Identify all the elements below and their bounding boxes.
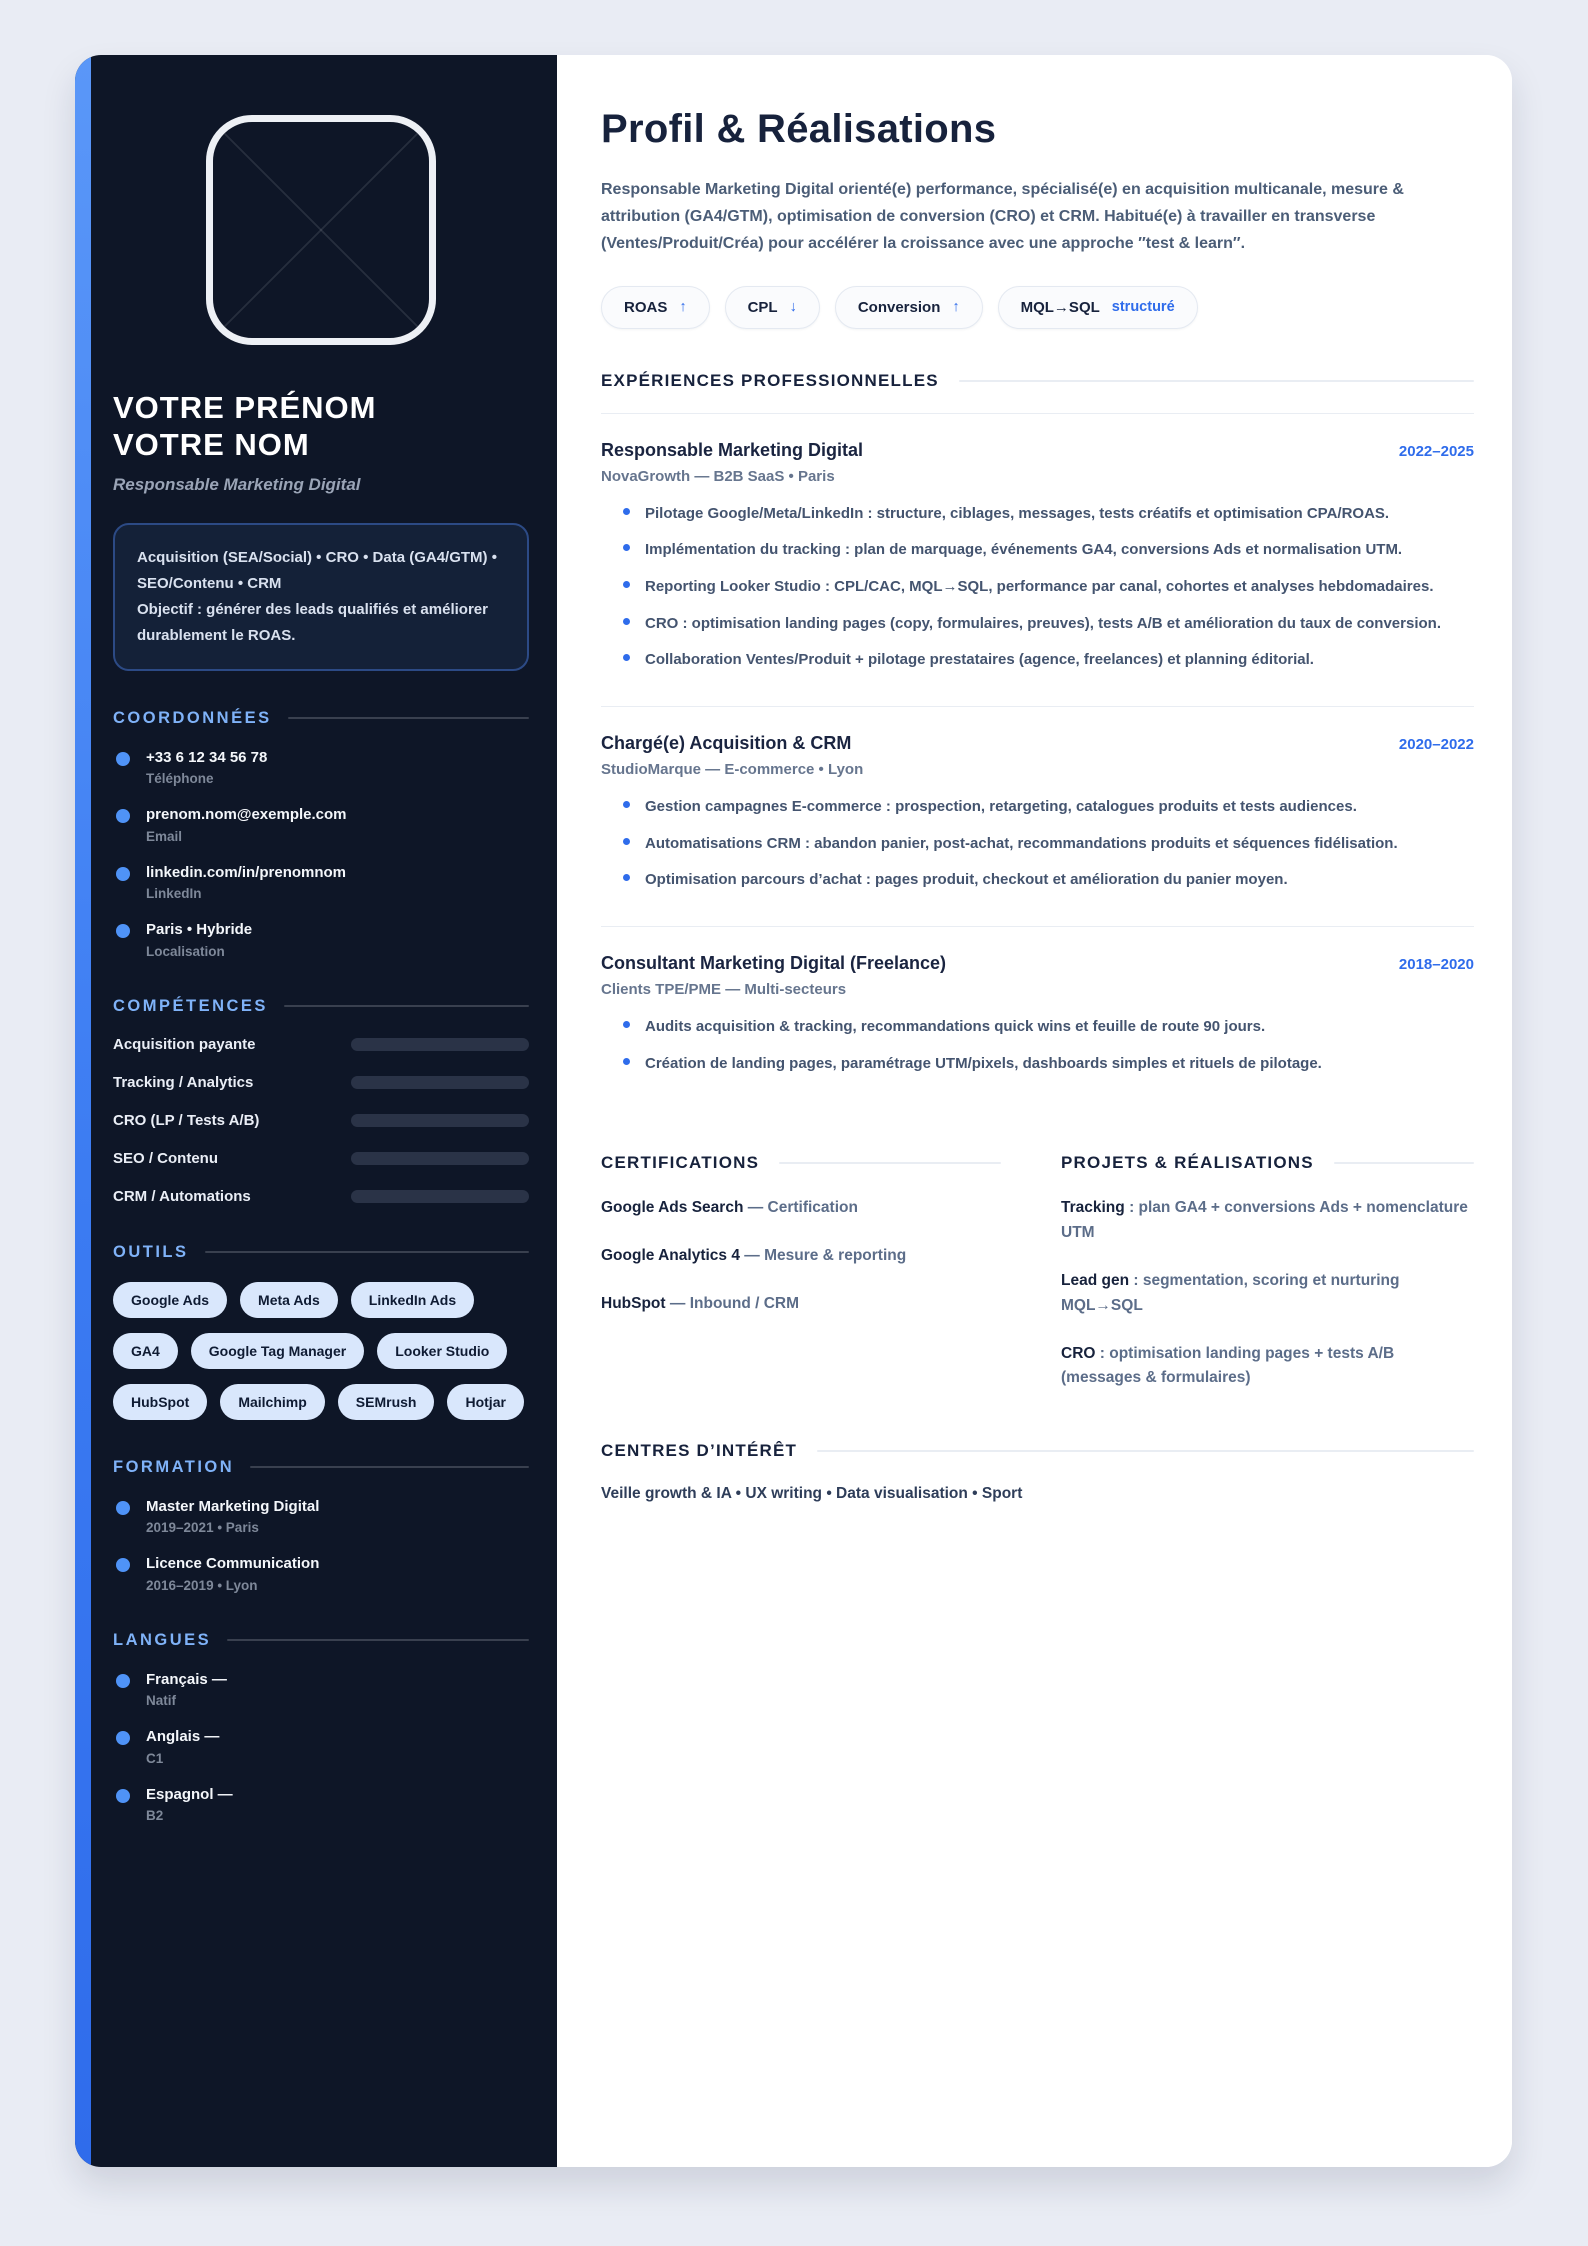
certification-name: Google Ads Search	[601, 1199, 744, 1217]
arrow-up-icon: ↑	[679, 299, 687, 316]
certification-entry	[601, 1196, 1001, 1221]
projects-column	[1061, 1153, 1474, 1391]
language-name: Français —	[146, 1670, 227, 1688]
project-entry	[1061, 1342, 1474, 1392]
experience-bullet	[623, 611, 1474, 638]
projects-section-heading	[1061, 1153, 1474, 1173]
skill-bar	[351, 1076, 529, 1089]
education-heading-label: FORMATION	[113, 1457, 235, 1476]
experience-list	[601, 413, 1474, 1110]
contact-item-email	[113, 805, 529, 844]
heading-divider	[205, 1251, 530, 1253]
contact-linkedin-label: LinkedIn	[146, 886, 202, 902]
arrow-up-icon: ↑	[952, 299, 960, 316]
interests-section-heading	[601, 1441, 1474, 1461]
experience-company: StudioMarque — E-commerce • Lyon	[601, 761, 864, 778]
experience-title: Chargé(e) Acquisition & CRM	[601, 733, 852, 753]
certification-desc: — Inbound / CRM	[669, 1295, 800, 1313]
kpi-badge-label: MQL→SQL	[1020, 298, 1100, 316]
kpi-badge-roas	[601, 286, 710, 329]
experience-bullet	[623, 647, 1474, 674]
kpi-badge-label: ROAS	[624, 298, 668, 316]
contact-heading-label: COORDONNÉES	[113, 708, 272, 727]
bullet-dot-icon	[116, 1731, 130, 1745]
experience-bullet	[623, 537, 1474, 564]
certifications-heading-label: CERTIFICATIONS	[601, 1153, 760, 1173]
summary-objective: Objectif : générer des leads qualifiés et améliorer durablement le ROAS.	[137, 600, 488, 644]
tool-chip: Google Ads	[113, 1282, 227, 1318]
projects-heading-label: PROJETS & RÉALISATIONS	[1061, 1153, 1314, 1173]
certification-desc: — Mesure & reporting	[744, 1247, 907, 1265]
experience-header	[601, 733, 1474, 754]
bullet-dot-icon	[623, 1058, 630, 1065]
contact-section-heading	[113, 709, 529, 728]
bottom-two-columns	[601, 1153, 1474, 1391]
experience-title: Consultant Marketing Digital (Freelance)	[601, 953, 947, 974]
languages-section-heading	[113, 1631, 529, 1650]
main-content	[557, 55, 1512, 2167]
experience-company: NovaGrowth — B2B SaaS • Paris	[601, 467, 835, 485]
tools-heading-label: OUTILS	[113, 1242, 189, 1261]
skill-row	[113, 1074, 529, 1091]
bullet-text: Collaboration Ventes/Produit + pilotage prestataires (agence, freelances) et planning éditorial.	[645, 651, 1314, 669]
bullet-text: Implémentation du tracking : plan de marquage, événements GA4, conversions Ads et normalisation UTM.	[645, 541, 1403, 559]
skill-row	[113, 1188, 529, 1205]
experience-bullet-list	[623, 501, 1474, 674]
bullet-text: Pilotage Google/Meta/LinkedIn : structure, ciblages, messages, tests créatifs et optimisation CPA/ROAS.	[645, 504, 1390, 522]
experience-period: 2022–2025	[1398, 442, 1474, 460]
interests-text: Veille growth & IA • UX writing • Data visualisation • Sport	[601, 1485, 1023, 1503]
skill-row	[113, 1112, 529, 1129]
kpi-badge-mql-sql	[998, 286, 1198, 329]
education-degree: Licence Communication	[146, 1555, 320, 1573]
skill-row	[113, 1036, 529, 1053]
experience-bullet	[623, 1014, 1474, 1041]
language-level: B2	[146, 1808, 164, 1824]
experiences-heading-label: EXPÉRIENCES PROFESSIONNELLES	[601, 370, 939, 390]
certifications-column	[601, 1153, 1001, 1391]
tool-chip: Meta Ads	[240, 1282, 338, 1318]
experience-bullet	[623, 831, 1474, 858]
tool-chip: SEMrush	[338, 1384, 435, 1420]
bullet-dot-icon	[623, 874, 630, 881]
contact-email-value[interactable]: prenom.nom@exemple.com	[146, 806, 347, 824]
kpi-badge-row	[601, 286, 1474, 329]
contact-phone-label: Téléphone	[146, 771, 214, 787]
bullet-text: Gestion campagnes E-commerce : prospection, retargeting, catalogues produits et tests audiences.	[645, 798, 1357, 815]
skill-bar	[351, 1190, 529, 1203]
language-item	[113, 1727, 529, 1766]
arrow-down-icon: ↓	[789, 299, 797, 316]
project-name: Tracking	[1061, 1199, 1125, 1217]
experience-item	[601, 413, 1474, 706]
project-name: Lead gen	[1061, 1272, 1130, 1290]
skill-label: Tracking / Analytics	[113, 1073, 254, 1091]
contact-location-label: Localisation	[146, 943, 225, 959]
experience-bullet	[623, 1051, 1474, 1078]
certification-desc: — Certification	[747, 1199, 858, 1217]
sidebar	[75, 55, 557, 2167]
bullet-dot-icon	[623, 508, 630, 515]
language-level: Natif	[146, 1693, 176, 1709]
contact-location-value: Paris • Hybride	[146, 921, 253, 939]
project-desc: : optimisation landing pages + tests A/B (messages & formulaires)	[1061, 1344, 1395, 1387]
language-item	[113, 1670, 529, 1709]
bullet-dot-icon	[116, 809, 130, 823]
tool-chip: Hotjar	[447, 1384, 523, 1420]
experience-title: Responsable Marketing Digital	[601, 439, 864, 460]
bullet-dot-icon	[623, 581, 630, 588]
profile-intro: Responsable Marketing Digital orienté(e) performance, spécialisé(e) en acquisition multicanale, mesure & attribution (GA4/GTM), optimisation de conversion (CRO) et CRM. Habitué(e) à travailler en transverse (Ventes/Produit/Créa) pour accélérer la croissance avec une approche ″test & learn″.	[601, 181, 1404, 253]
languages-heading-label: LANGUES	[113, 1630, 212, 1649]
photo-placeholder	[206, 115, 436, 345]
experience-bullet	[623, 867, 1474, 894]
tool-chip: Google Tag Manager	[191, 1333, 364, 1369]
bullet-dot-icon	[623, 1021, 630, 1028]
certification-entry	[601, 1244, 1001, 1269]
kpi-badge-cpl	[725, 286, 820, 329]
bullet-dot-icon	[116, 1558, 130, 1572]
skill-label: CRM / Automations	[113, 1187, 251, 1205]
project-name: CRO	[1061, 1344, 1096, 1362]
experience-bullet	[623, 794, 1474, 821]
kpi-badge-sub: structuré	[1111, 299, 1175, 316]
skill-label: SEO / Contenu	[113, 1149, 218, 1167]
summary-box	[113, 523, 529, 670]
tool-chip: GA4	[113, 1333, 178, 1369]
kpi-badge-label: Conversion	[857, 298, 941, 316]
tools-section-heading	[113, 1243, 529, 1262]
heading-divider	[288, 717, 529, 719]
sidebar-content	[91, 55, 557, 2167]
language-name: Espagnol —	[146, 1785, 233, 1803]
experience-bullet-list	[623, 1014, 1474, 1077]
bullet-dot-icon	[623, 838, 630, 845]
language-name: Anglais —	[146, 1728, 220, 1746]
heading-divider	[284, 1005, 529, 1007]
bullet-dot-icon	[116, 1501, 130, 1515]
language-level: C1	[146, 1750, 164, 1766]
bullet-dot-icon	[623, 654, 630, 661]
education-detail: 2019–2021 • Paris	[146, 1520, 259, 1536]
bullet-dot-icon	[116, 867, 130, 881]
kpi-badge-conversion	[835, 286, 983, 329]
education-item	[113, 1497, 529, 1536]
project-entry	[1061, 1269, 1474, 1319]
heading-divider	[959, 380, 1474, 382]
bullet-text: Optimisation parcours d’achat : pages produit, checkout et amélioration du panier moyen.	[645, 871, 1288, 889]
contact-item-linkedin	[113, 863, 529, 902]
skills-section-heading	[113, 997, 529, 1016]
certification-name: Google Analytics 4	[601, 1247, 740, 1265]
education-detail: 2016–2019 • Lyon	[146, 1577, 258, 1593]
experience-bullet-list	[623, 794, 1474, 894]
education-section-heading	[113, 1458, 529, 1477]
heading-divider	[1334, 1162, 1474, 1164]
bullet-dot-icon	[116, 752, 130, 766]
experience-period: 2020–2022	[1398, 736, 1474, 753]
project-desc: : segmentation, scoring et nurturing MQL→SQL	[1061, 1272, 1400, 1314]
experience-item	[601, 926, 1474, 1109]
bullet-dot-icon	[623, 801, 630, 808]
certifications-section-heading	[601, 1153, 1001, 1173]
experience-period: 2018–2020	[1398, 956, 1474, 974]
experience-header	[601, 440, 1474, 461]
candidate-first-name: VOTRE PRÉNOM	[113, 390, 377, 425]
tools-chip-list	[113, 1282, 529, 1420]
tool-chip: HubSpot	[113, 1384, 207, 1420]
project-entry	[1061, 1196, 1474, 1246]
contact-item-location	[113, 920, 529, 959]
bullet-dot-icon	[623, 544, 630, 551]
heading-divider	[250, 1466, 529, 1468]
bullet-dot-icon	[116, 1789, 130, 1803]
summary-keywords: Acquisition (SEA/Social) • CRO • Data (GA4/GTM) • SEO/Contenu • CRM	[137, 549, 497, 593]
tool-chip: LinkedIn Ads	[351, 1282, 474, 1318]
experience-bullet	[623, 501, 1474, 528]
candidate-name	[113, 389, 529, 463]
heading-divider	[227, 1639, 529, 1641]
tool-chip: Mailchimp	[220, 1384, 324, 1420]
certification-name: HubSpot	[601, 1295, 666, 1313]
interests-heading-label: CENTRES D’INTÉRÊT	[601, 1441, 798, 1461]
bullet-text: Audits acquisition & tracking, recommandations quick wins et feuille de route 90 jours.	[645, 1018, 1266, 1036]
skill-bar	[351, 1038, 529, 1051]
skills-heading-label: COMPÉTENCES	[113, 996, 268, 1015]
project-desc: : plan GA4 + conversions Ads + nomenclature UTM	[1061, 1199, 1468, 1242]
bullet-dot-icon	[116, 924, 130, 938]
bullet-text: Création de landing pages, paramétrage UTM/pixels, dashboards simples et rituels de pilotage.	[645, 1054, 1322, 1072]
experience-company: Clients TPE/PME — Multi-secteurs	[601, 981, 847, 999]
language-item	[113, 1785, 529, 1824]
contact-item-phone	[113, 748, 529, 787]
contact-email-label: Email	[146, 828, 183, 844]
contact-phone-value: +33 6 12 34 56 78	[146, 748, 268, 766]
skill-label: CRO (LP / Tests A/B)	[113, 1111, 260, 1129]
heading-divider	[817, 1450, 1474, 1452]
bullet-dot-icon	[116, 1674, 130, 1688]
bullet-text: Automatisations CRM : abandon panier, post-achat, recommandations produits et séquences fidélisation.	[645, 834, 1398, 852]
experience-bullet	[623, 574, 1474, 601]
skill-label: Acquisition payante	[113, 1035, 256, 1053]
accent-stripe	[75, 55, 91, 2167]
candidate-last-name: VOTRE NOM	[113, 427, 310, 463]
cv-card	[75, 55, 1512, 2167]
skill-row	[113, 1150, 529, 1167]
contact-linkedin-value[interactable]: linkedin.com/in/prenomnom	[146, 863, 347, 881]
candidate-role: Responsable Marketing Digital	[113, 475, 361, 495]
certification-entry	[601, 1292, 1001, 1317]
skill-bar	[351, 1114, 529, 1127]
bullet-text: Reporting Looker Studio : CPL/CAC, MQL→SQL, performance par canal, cohortes et analyses hebdomadaires.	[645, 577, 1434, 595]
education-degree: Master Marketing Digital	[146, 1497, 320, 1515]
bullet-dot-icon	[623, 618, 630, 625]
bullet-text: CRO : optimisation landing pages (copy, formulaires, preuves), tests A/B et amélioration du taux de conversion.	[645, 614, 1441, 632]
tool-chip: Looker Studio	[377, 1333, 507, 1369]
experience-item	[601, 706, 1474, 926]
page-title: Profil & Réalisations	[601, 107, 997, 151]
skill-bar	[351, 1152, 529, 1165]
heading-divider	[779, 1162, 1001, 1164]
experience-header	[601, 953, 1474, 974]
experiences-section-heading	[601, 371, 1474, 391]
kpi-badge-label: CPL	[747, 298, 778, 316]
education-item	[113, 1554, 529, 1593]
